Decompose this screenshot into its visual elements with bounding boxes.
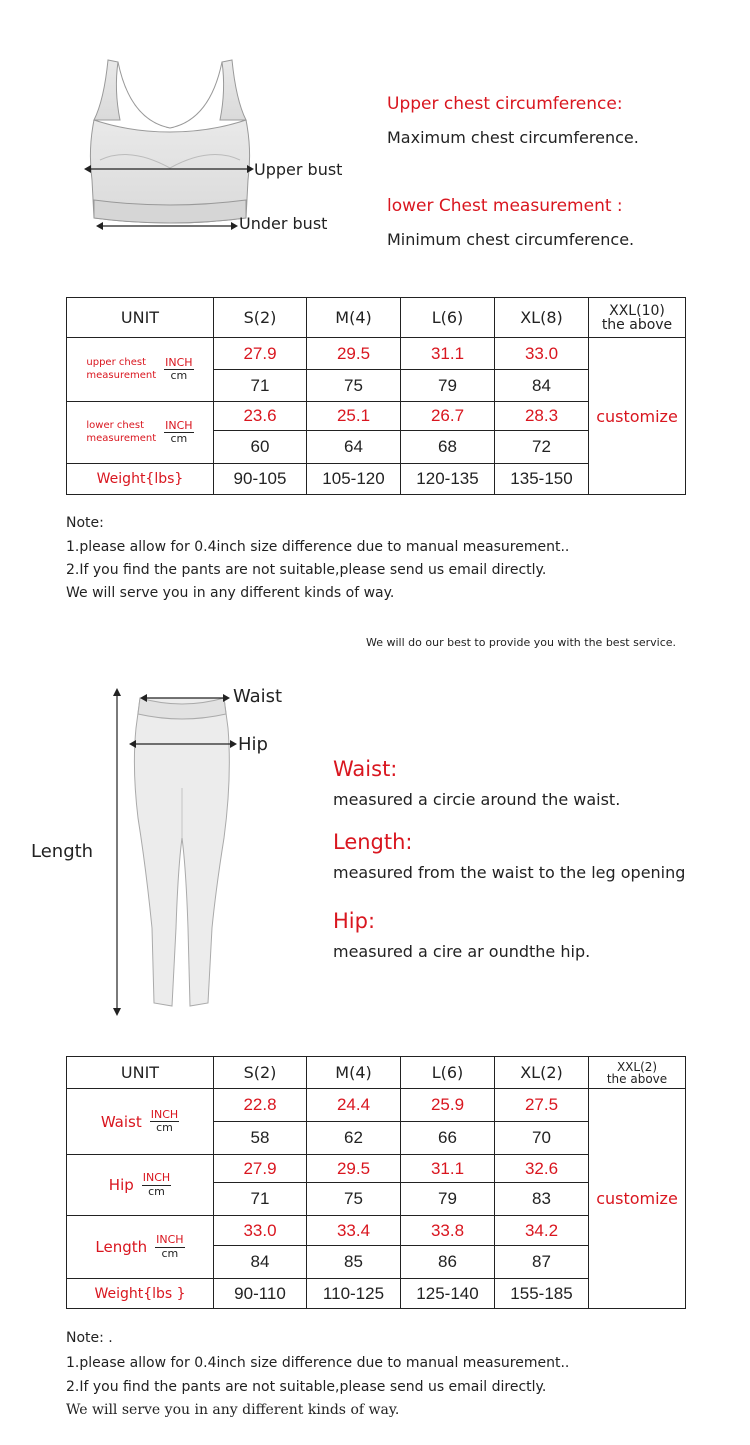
value-cell: 85: [307, 1246, 401, 1279]
header-cell: UNIT: [67, 1057, 214, 1089]
hip-desc: measured a cire ar oundthe hip.: [333, 942, 591, 961]
value-cell: 33.0: [214, 1216, 307, 1246]
header-cell: S(2): [214, 298, 307, 338]
value-cell: 110-125: [307, 1279, 401, 1309]
note-line: 1.please allow for 0.4inch size difference due to manual measurement..: [66, 539, 570, 555]
value-cell: 32.6: [495, 1155, 589, 1183]
value-cell: 125-140: [401, 1279, 495, 1309]
row-label: Length: [95, 1238, 148, 1256]
inch-unit: INCH: [150, 1107, 179, 1121]
waist-arrow: [140, 691, 230, 705]
row-label: Hip: [108, 1176, 134, 1194]
inch-unit: INCH: [165, 355, 193, 369]
waist-desc: measured a circie around the waist.: [333, 790, 621, 809]
header-cell-xxl: [589, 1057, 686, 1089]
value-cell: 25.1: [307, 402, 401, 431]
hip-label-cell: [67, 1155, 214, 1216]
note-title: Note:: [66, 515, 104, 531]
upper-label-line2: measurement: [86, 369, 157, 381]
upper-chest-desc: Maximum chest circumference.: [387, 128, 639, 147]
waist-title: Waist:: [333, 757, 398, 781]
value-cell: 22.8: [214, 1089, 307, 1122]
inch-unit: INCH: [156, 1233, 184, 1247]
value-cell: 62: [307, 1122, 401, 1155]
value-cell: 33.4: [307, 1216, 401, 1246]
table-row: [67, 1089, 686, 1122]
inch-unit: INCH: [142, 1171, 171, 1185]
note-line: 1.please allow for 0.4inch size difference due to manual measurement..: [66, 1355, 570, 1371]
header-cell: XL(8): [495, 298, 589, 338]
value-cell: 25.9: [401, 1089, 495, 1122]
value-cell: 70: [495, 1122, 589, 1155]
inch-unit: INCH: [165, 418, 193, 432]
unit-fraction: [155, 1234, 184, 1259]
value-cell: 75: [307, 370, 401, 402]
customize-cell: customize: [589, 338, 686, 495]
note-line: 2.If you find the pants are not suitable,please send us email directly.: [66, 1379, 547, 1395]
header-cell-xxl: [589, 298, 686, 338]
value-cell: 66: [401, 1122, 495, 1155]
value-cell: 27.9: [214, 1155, 307, 1183]
under-bust-label: Under bust: [239, 214, 328, 233]
value-cell: 83: [495, 1183, 589, 1216]
xxl-line1: XXL(10): [609, 302, 665, 319]
upper-bust-label: Upper bust: [254, 160, 343, 179]
header-cell: M(4): [307, 298, 401, 338]
cm-unit: cm: [170, 369, 188, 382]
value-cell: 23.6: [214, 402, 307, 431]
value-cell: 84: [214, 1246, 307, 1279]
value-cell: 34.2: [495, 1216, 589, 1246]
value-cell: 84: [495, 370, 589, 402]
length-title: Length:: [333, 830, 413, 854]
bra-size-table: [66, 297, 686, 495]
note-line: 2.If you find the pants are not suitable,please send us email directly.: [66, 562, 547, 578]
note-line: We will serve you in any different kinds of way.: [66, 1402, 400, 1418]
note-line: We will serve you in any different kinds of way.: [66, 585, 395, 601]
value-cell: 60: [214, 431, 307, 464]
value-cell: 71: [214, 1183, 307, 1216]
value-cell: 33.8: [401, 1216, 495, 1246]
length-label-cell: [67, 1216, 214, 1279]
value-cell: 79: [401, 1183, 495, 1216]
value-cell: 135-150: [495, 464, 589, 495]
lower-label-line2: measurement: [86, 432, 157, 444]
value-cell: 27.5: [495, 1089, 589, 1122]
value-cell: 120-135: [401, 464, 495, 495]
value-cell: 90-110: [214, 1279, 307, 1309]
header-cell: L(6): [401, 298, 495, 338]
xxl-line1: XXL(2): [616, 1059, 658, 1074]
value-cell: 105-120: [307, 464, 401, 495]
length-label: Length: [31, 841, 94, 862]
row-label: Waist: [100, 1112, 142, 1131]
value-cell: 27.9: [214, 338, 307, 370]
header-cell: XL(2): [495, 1057, 589, 1089]
customize-cell: customize: [589, 1089, 686, 1309]
length-desc: measured from the waist to the leg opening: [333, 863, 686, 882]
hip-label: Hip: [238, 734, 268, 755]
hip-title: Hip:: [333, 909, 376, 933]
value-cell: 29.5: [307, 1155, 401, 1183]
value-cell: 68: [401, 431, 495, 464]
lower-chest-label-cell: [67, 402, 214, 464]
header-cell: L(6): [401, 1057, 495, 1089]
under-bust-arrow: [96, 219, 238, 233]
value-cell: 86: [401, 1246, 495, 1279]
value-cell: 75: [307, 1183, 401, 1216]
value-cell: 33.0: [495, 338, 589, 370]
value-cell: 79: [401, 370, 495, 402]
weight-label: Weight{lbs }: [67, 1279, 214, 1309]
lower-chest-title: lower Chest measurement :: [387, 196, 623, 216]
cm-unit: cm: [161, 1246, 179, 1260]
value-cell: 31.1: [401, 338, 495, 370]
pants-size-table: [66, 1056, 686, 1309]
value-cell: 28.3: [495, 402, 589, 431]
value-cell: 155-185: [495, 1279, 589, 1309]
cm-unit: cm: [148, 1184, 165, 1198]
upper-bust-arrow: [84, 162, 254, 176]
value-cell: 64: [307, 431, 401, 464]
value-cell: 31.1: [401, 1155, 495, 1183]
lower-chest-desc: Minimum chest circumference.: [387, 230, 635, 249]
table-header-row: [67, 1057, 686, 1089]
note-title: Note: .: [66, 1330, 113, 1346]
service-text: We will do our best to provide you with the best service.: [366, 636, 677, 649]
table-row: [67, 338, 686, 370]
unit-fraction: [142, 1172, 171, 1197]
upper-label-line1: upper chest: [86, 357, 146, 368]
unit-fraction: [150, 1109, 179, 1134]
xxl-line2: the above: [601, 316, 673, 333]
value-cell: 72: [495, 431, 589, 464]
lower-label-line1: lower chest: [86, 420, 145, 431]
unit-fraction: [164, 420, 193, 445]
xxl-line2: the above: [606, 1071, 668, 1086]
value-cell: 71: [214, 370, 307, 402]
upper-chest-label-cell: [67, 338, 214, 402]
table-header-row: [67, 298, 686, 338]
value-cell: 26.7: [401, 402, 495, 431]
unit-fraction: [164, 357, 193, 382]
value-cell: 87: [495, 1246, 589, 1279]
value-cell: 29.5: [307, 338, 401, 370]
header-cell: S(2): [214, 1057, 307, 1089]
weight-label: Weight{lbs}: [67, 464, 214, 495]
header-cell: UNIT: [67, 298, 214, 338]
upper-chest-title: Upper chest circumference:: [387, 94, 623, 114]
cm-unit: cm: [156, 1121, 173, 1134]
value-cell: 24.4: [307, 1089, 401, 1122]
waist-label: Waist: [233, 686, 283, 707]
header-cell: M(4): [307, 1057, 401, 1089]
hip-arrow: [129, 737, 237, 751]
value-cell: 58: [214, 1122, 307, 1155]
waist-label-cell: [67, 1089, 214, 1155]
cm-unit: cm: [170, 432, 188, 445]
value-cell: 90-105: [214, 464, 307, 495]
